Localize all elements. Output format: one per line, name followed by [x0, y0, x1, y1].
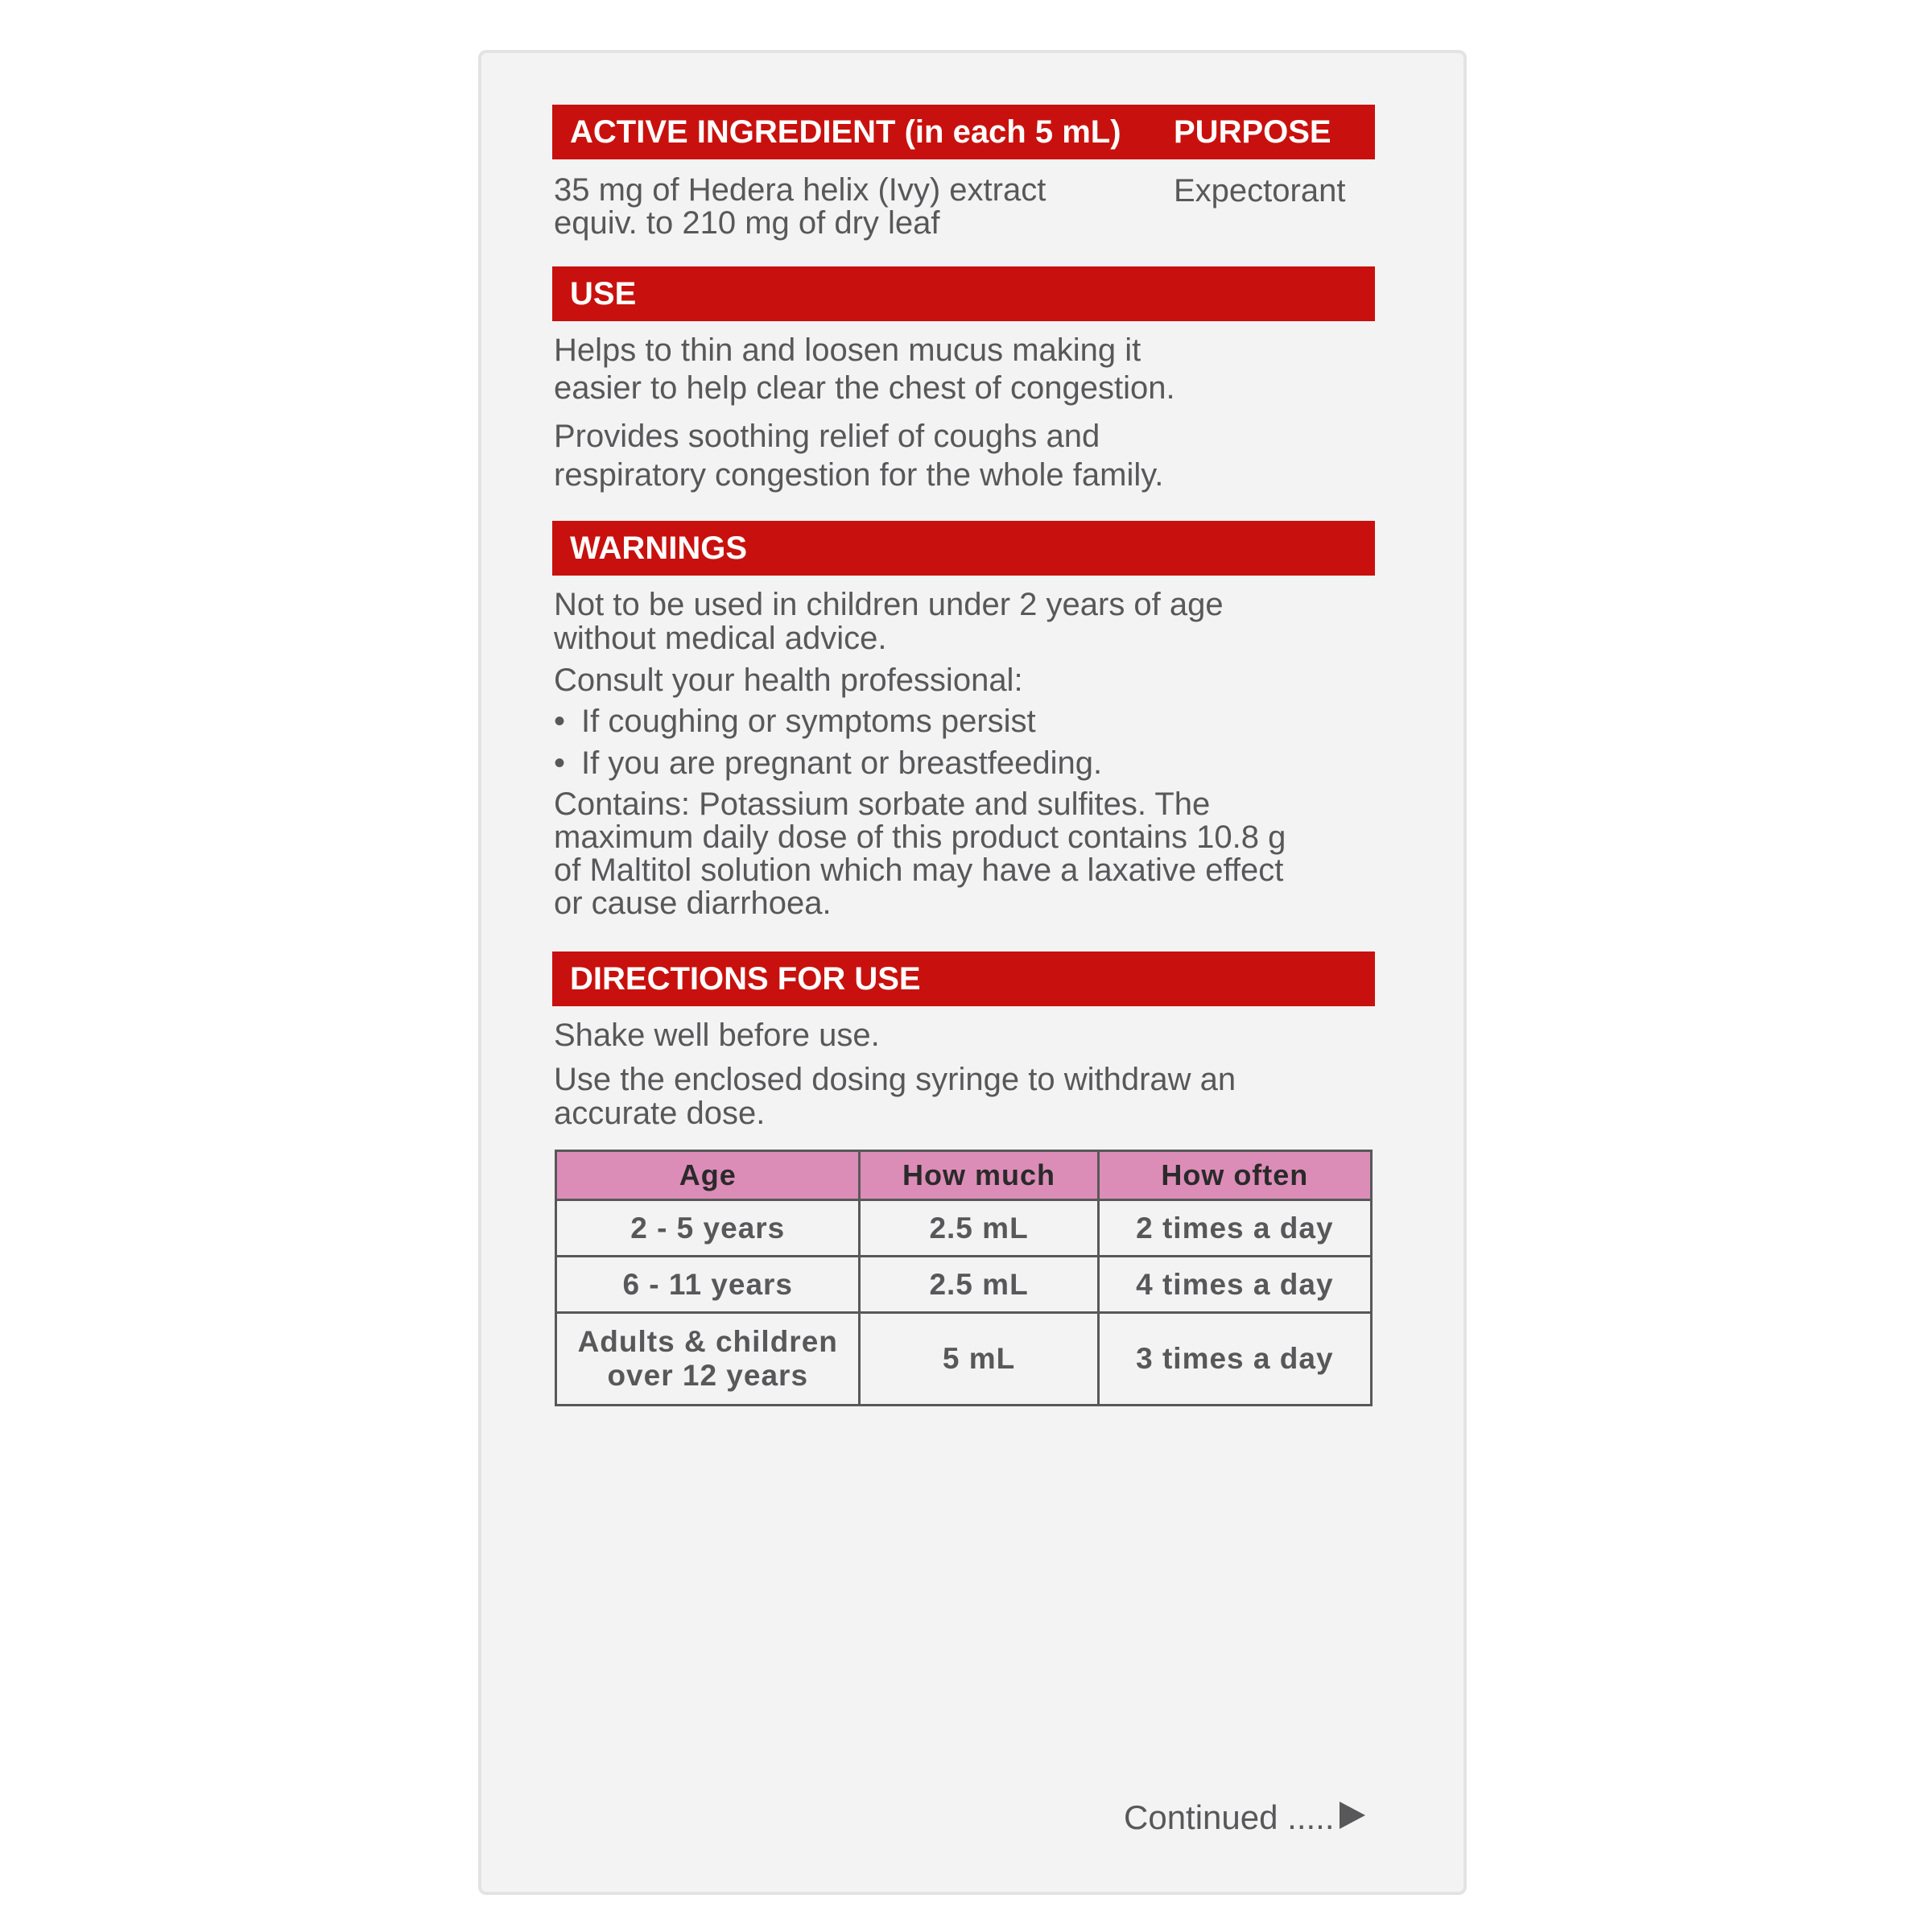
ingredient-line-2: equiv. to 210 mg of dry leaf — [554, 205, 940, 241]
purpose-value: Expectorant — [1174, 173, 1346, 208]
amount-cell: 2.5 mL — [860, 1200, 1098, 1257]
use-para-2-line-2: respiratory congestion for the whole family. — [554, 457, 1164, 493]
contains-line-3: of Maltitol solution which may have a laxative effect — [554, 852, 1284, 888]
syringe-line-1: Use the enclosed dosing syringe to withdraw an — [554, 1062, 1236, 1097]
bullet-1-text: If coughing or symptoms persist — [581, 704, 1036, 739]
syringe-line-2: accurate dose. — [554, 1096, 766, 1131]
column-header-how-much: How much — [860, 1151, 1098, 1200]
warning-bullet-2 — [554, 746, 1102, 780]
dosage-table-header — [556, 1151, 1372, 1200]
age-cell-line-1: Adults & children — [577, 1325, 838, 1358]
active-ingredient-header — [552, 105, 1375, 159]
bullet-2-text: If you are pregnant or breastfeeding. — [581, 745, 1103, 781]
warnings-title: WARNINGS — [570, 530, 747, 566]
age-cell: 6 - 11 years — [556, 1257, 860, 1313]
table-row — [556, 1200, 1372, 1257]
use-para-2-line-1: Provides soothing relief of coughs and — [554, 419, 1100, 454]
warning-line-2: without medical advice. — [554, 621, 887, 656]
amount-cell: 5 mL — [860, 1313, 1098, 1406]
frequency-cell: 2 times a day — [1098, 1200, 1371, 1257]
continued-text: Continued ..... — [1124, 1798, 1335, 1836]
directions-header — [552, 952, 1375, 1006]
contains-line-2: maximum daily dose of this product contains 10.8 g — [554, 819, 1286, 855]
warnings-header — [552, 521, 1375, 576]
frequency-cell: 3 times a day — [1098, 1313, 1371, 1406]
use-title: USE — [570, 276, 637, 312]
warning-bullet-1 — [554, 704, 1036, 738]
bullet-mark: • — [554, 704, 566, 739]
use-header — [552, 266, 1375, 321]
age-cell-line-2: over 12 years — [607, 1359, 809, 1392]
column-header-age: Age — [556, 1151, 860, 1200]
play-arrow-icon — [1340, 1802, 1365, 1829]
consult-text: Consult your health professional: — [554, 663, 1023, 698]
age-cell — [556, 1313, 860, 1406]
table-row — [556, 1257, 1372, 1313]
frequency-cell: 4 times a day — [1098, 1257, 1371, 1313]
continued-indicator — [1124, 1798, 1365, 1837]
age-cell: 2 - 5 years — [556, 1200, 860, 1257]
active-ingredient-title: ACTIVE INGREDIENT (in each 5 mL) — [570, 114, 1121, 150]
purpose-title: PURPOSE — [1174, 114, 1331, 150]
contains-line-4: or cause diarrhoea. — [554, 886, 832, 921]
dosage-table — [555, 1150, 1373, 1406]
amount-cell: 2.5 mL — [860, 1257, 1098, 1313]
directions-title: DIRECTIONS FOR USE — [570, 961, 921, 997]
shake-text: Shake well before use. — [554, 1018, 880, 1053]
table-row — [556, 1313, 1372, 1406]
bullet-mark: • — [554, 745, 566, 781]
use-para-1-line-1: Helps to thin and loosen mucus making it — [554, 332, 1141, 368]
contains-line-1: Contains: Potassium sorbate and sulfites. The — [554, 786, 1211, 822]
ingredient-line-1: 35 mg of Hedera helix (Ivy) extract — [554, 172, 1046, 208]
use-para-1-line-2: easier to help clear the chest of congestion. — [554, 370, 1175, 406]
column-header-how-often: How often — [1098, 1151, 1371, 1200]
warning-line-1: Not to be used in children under 2 years of age — [554, 587, 1224, 622]
